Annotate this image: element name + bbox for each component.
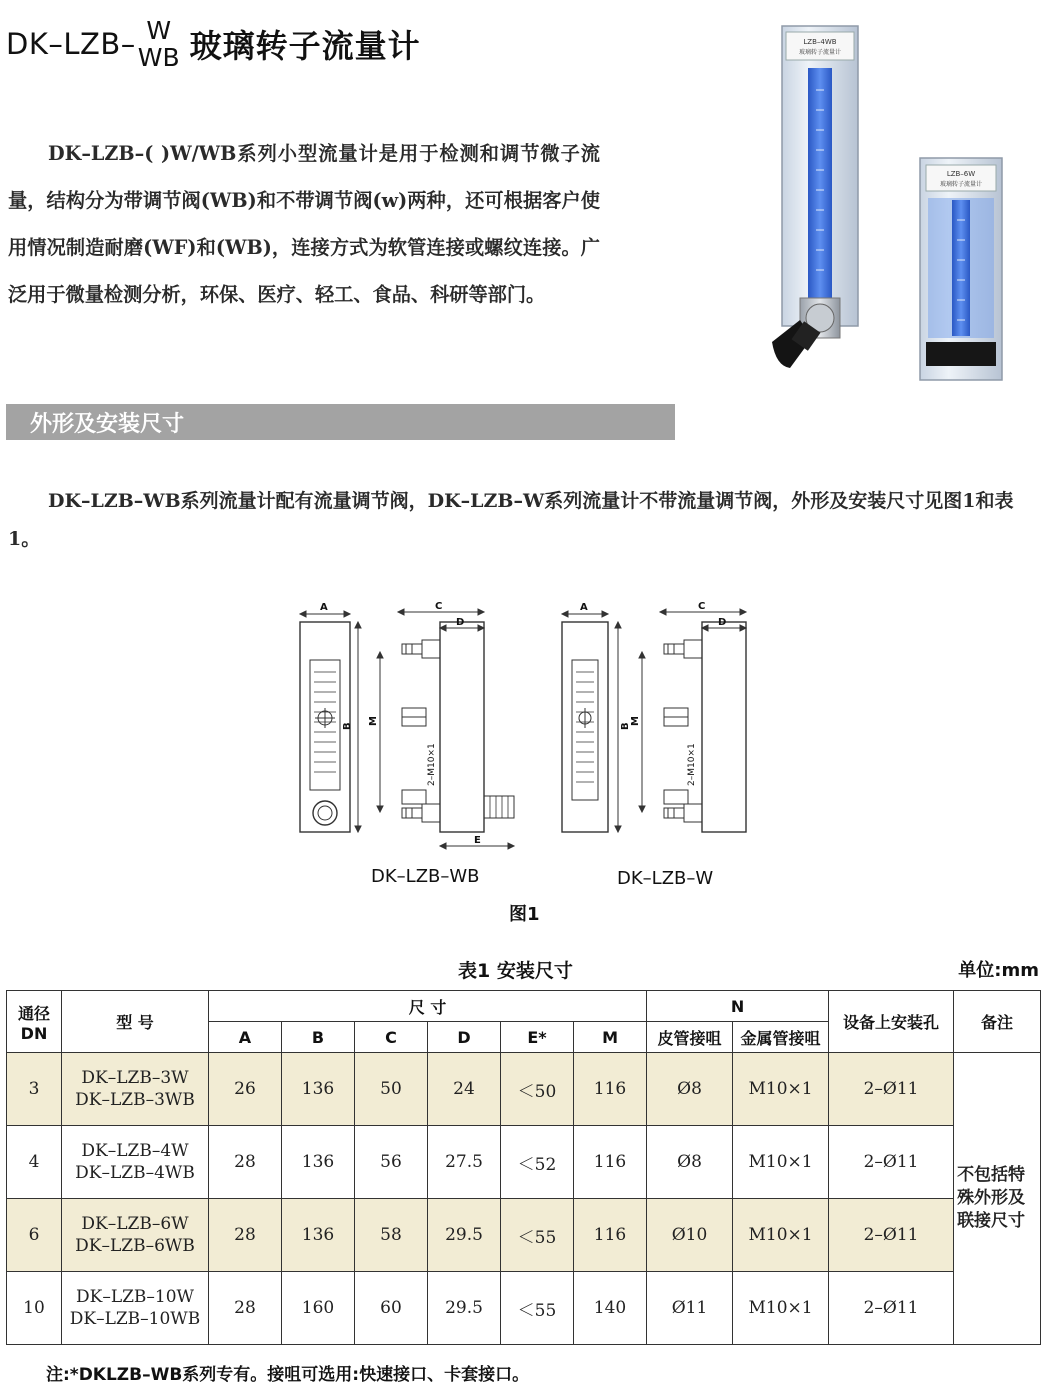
dim-a-wb: A	[320, 602, 328, 613]
header-remark: 备注	[954, 991, 1041, 1053]
cell-install: 2–Ø11	[829, 1053, 954, 1126]
title-sub: WB	[137, 43, 180, 72]
cell-d: 29.5	[428, 1272, 501, 1345]
cell-b: 136	[282, 1126, 355, 1199]
cell-model	[62, 1272, 209, 1345]
header-dn-label: 通径	[17, 1003, 50, 1023]
section-title: 外形及安装尺寸	[30, 412, 185, 437]
dim-m-wb: M	[368, 716, 379, 726]
dim-d-w: D	[718, 617, 727, 628]
cell-b: 160	[282, 1272, 355, 1345]
cell-model-w: DK–LZB–3W	[81, 1068, 189, 1088]
cell-install: 2–Ø11	[829, 1199, 954, 1272]
large-flowmeter-photo	[772, 26, 858, 368]
cell-e: ＜50	[501, 1053, 574, 1126]
header-dn-sub: DN	[20, 1023, 48, 1043]
header-e: E*	[501, 1022, 574, 1053]
title-prefix: DK–LZB–	[6, 27, 136, 61]
small-photo-sublabel: 玻璃转子流量计	[939, 181, 983, 188]
cell-dn: 10	[7, 1272, 62, 1345]
cell-a: 28	[209, 1199, 282, 1272]
cell-install: 2–Ø11	[829, 1272, 954, 1345]
table-row	[7, 1126, 1041, 1199]
section-header-bar	[6, 404, 675, 440]
cell-model-w: DK–LZB–10W	[75, 1287, 195, 1307]
w-side-view	[630, 601, 746, 832]
cell-install: 2–Ø11	[829, 1126, 954, 1199]
cell-e: ＜52	[501, 1126, 574, 1199]
installation-drawing	[290, 600, 770, 846]
title-model-stack	[138, 17, 180, 71]
product-photos	[760, 20, 1045, 385]
cell-model-wb: DK–LZB–6WB	[75, 1236, 195, 1256]
cell-metal: M10×1	[733, 1053, 829, 1126]
cell-c: 56	[355, 1126, 428, 1199]
cell-model-wb: DK–LZB–3WB	[75, 1090, 195, 1110]
cell-model-w: DK–LZB–4W	[81, 1141, 189, 1161]
cell-b: 136	[282, 1053, 355, 1126]
cell-c: 50	[355, 1053, 428, 1126]
header-b: B	[282, 1022, 355, 1053]
cell-hose: Ø11	[647, 1272, 733, 1345]
dim-b-wb: B	[342, 722, 353, 730]
cell-d: 24	[428, 1053, 501, 1126]
figure-label-w: DK–LZB–W	[617, 868, 714, 889]
header-install-holes: 设备上安装孔	[829, 991, 954, 1053]
header-n: N	[647, 991, 829, 1022]
header-size: 尺 寸	[209, 991, 647, 1022]
wb-side-view	[368, 601, 514, 849]
dim-c-wb: C	[435, 601, 443, 612]
cell-model	[62, 1126, 209, 1199]
header-d: D	[428, 1022, 501, 1053]
cell-model-wb: DK–LZB–10WB	[69, 1309, 201, 1329]
cell-b: 136	[282, 1199, 355, 1272]
table-row	[7, 1199, 1041, 1272]
cell-model	[62, 1053, 209, 1126]
dimension-description: DK–LZB–WB系列流量计配有流量调节阀，DK–LZB–W系列流量计不带流量调节阀，外形及安装尺寸见图1和表1。	[8, 490, 1014, 550]
cell-a: 28	[209, 1126, 282, 1199]
figure-caption: 图1	[509, 904, 540, 925]
dim-thread-wb: 2–M10×1	[427, 743, 437, 786]
large-photo-sublabel: 玻璃转子流量计	[798, 49, 842, 56]
cell-m: 116	[574, 1126, 647, 1199]
small-photo-label: LZB–6W	[946, 170, 976, 178]
cell-metal: M10×1	[733, 1126, 829, 1199]
cell-metal: M10×1	[733, 1199, 829, 1272]
cell-d: 27.5	[428, 1126, 501, 1199]
title-sup: W	[146, 16, 172, 45]
header-a: A	[209, 1022, 282, 1053]
dim-m-w: M	[630, 716, 641, 726]
dim-thread-w: 2–M10×1	[687, 743, 697, 786]
table-row	[7, 1053, 1041, 1126]
dim-e-wb: E	[474, 835, 481, 846]
cell-c: 58	[355, 1199, 428, 1272]
header-hose-nozzle: 皮管接咀	[647, 1022, 733, 1053]
cell-dn: 4	[7, 1126, 62, 1199]
header-m: M	[574, 1022, 647, 1053]
title-name: 玻璃转子流量计	[189, 27, 421, 65]
cell-a: 28	[209, 1272, 282, 1345]
cell-metal: M10×1	[733, 1272, 829, 1345]
dim-c-w: C	[698, 601, 706, 612]
cell-d: 29.5	[428, 1199, 501, 1272]
dim-d-wb: D	[456, 617, 465, 628]
footnote: 注:*DKLZB–WB系列专有。接咀可选用:快速接口、卡套接口。	[46, 1365, 530, 1385]
w-front-view	[562, 602, 631, 832]
cell-e: ＜55	[501, 1272, 574, 1345]
cell-model	[62, 1199, 209, 1272]
cell-m: 140	[574, 1272, 647, 1345]
cell-m: 116	[574, 1199, 647, 1272]
table-row	[7, 1272, 1041, 1345]
dim-b-w: B	[620, 722, 631, 730]
cell-e: ＜55	[501, 1199, 574, 1272]
small-flowmeter-photo	[920, 158, 1002, 380]
page-title	[6, 12, 421, 76]
header-model: 型 号	[62, 991, 209, 1053]
cell-c: 60	[355, 1272, 428, 1345]
dim-a-w: A	[580, 602, 588, 613]
cell-model-w: DK–LZB–6W	[81, 1214, 189, 1234]
table-title: 表1 安装尺寸	[458, 960, 573, 982]
intro-paragraph: DK–LZB–( )W/WB系列小型流量计是用于检测和调节微子流量，结构分为带调节阀(WB)和不带调节阀(w)两种，还可根据客户使用情况制造耐磨(WF)和(WB)，连接方式为软管连接或螺纹连接。广泛用于微量检测分析，环保、医疗、轻工、食品、科研等部门。	[8, 142, 600, 306]
header-dn	[7, 991, 62, 1053]
cell-hose: Ø8	[647, 1126, 733, 1199]
cell-remark	[954, 1053, 1041, 1345]
cell-a: 26	[209, 1053, 282, 1126]
table-unit: 单位:mm	[958, 960, 1039, 981]
cell-model-wb: DK–LZB–4WB	[75, 1163, 195, 1183]
large-photo-label: LZB–4WB	[803, 38, 837, 46]
cell-hose: Ø10	[647, 1199, 733, 1272]
wb-front-view	[300, 602, 361, 832]
cell-m: 116	[574, 1053, 647, 1126]
install-dimension-table	[6, 990, 1041, 1345]
remark-text: 不包括特殊外形及联接尺寸	[957, 1165, 1026, 1231]
cell-dn: 3	[7, 1053, 62, 1126]
header-c: C	[355, 1022, 428, 1053]
header-metal-nozzle: 金属管接咀	[733, 1022, 829, 1053]
cell-dn: 6	[7, 1199, 62, 1272]
figure-label-wb: DK–LZB–WB	[371, 866, 480, 887]
cell-hose: Ø8	[647, 1053, 733, 1126]
